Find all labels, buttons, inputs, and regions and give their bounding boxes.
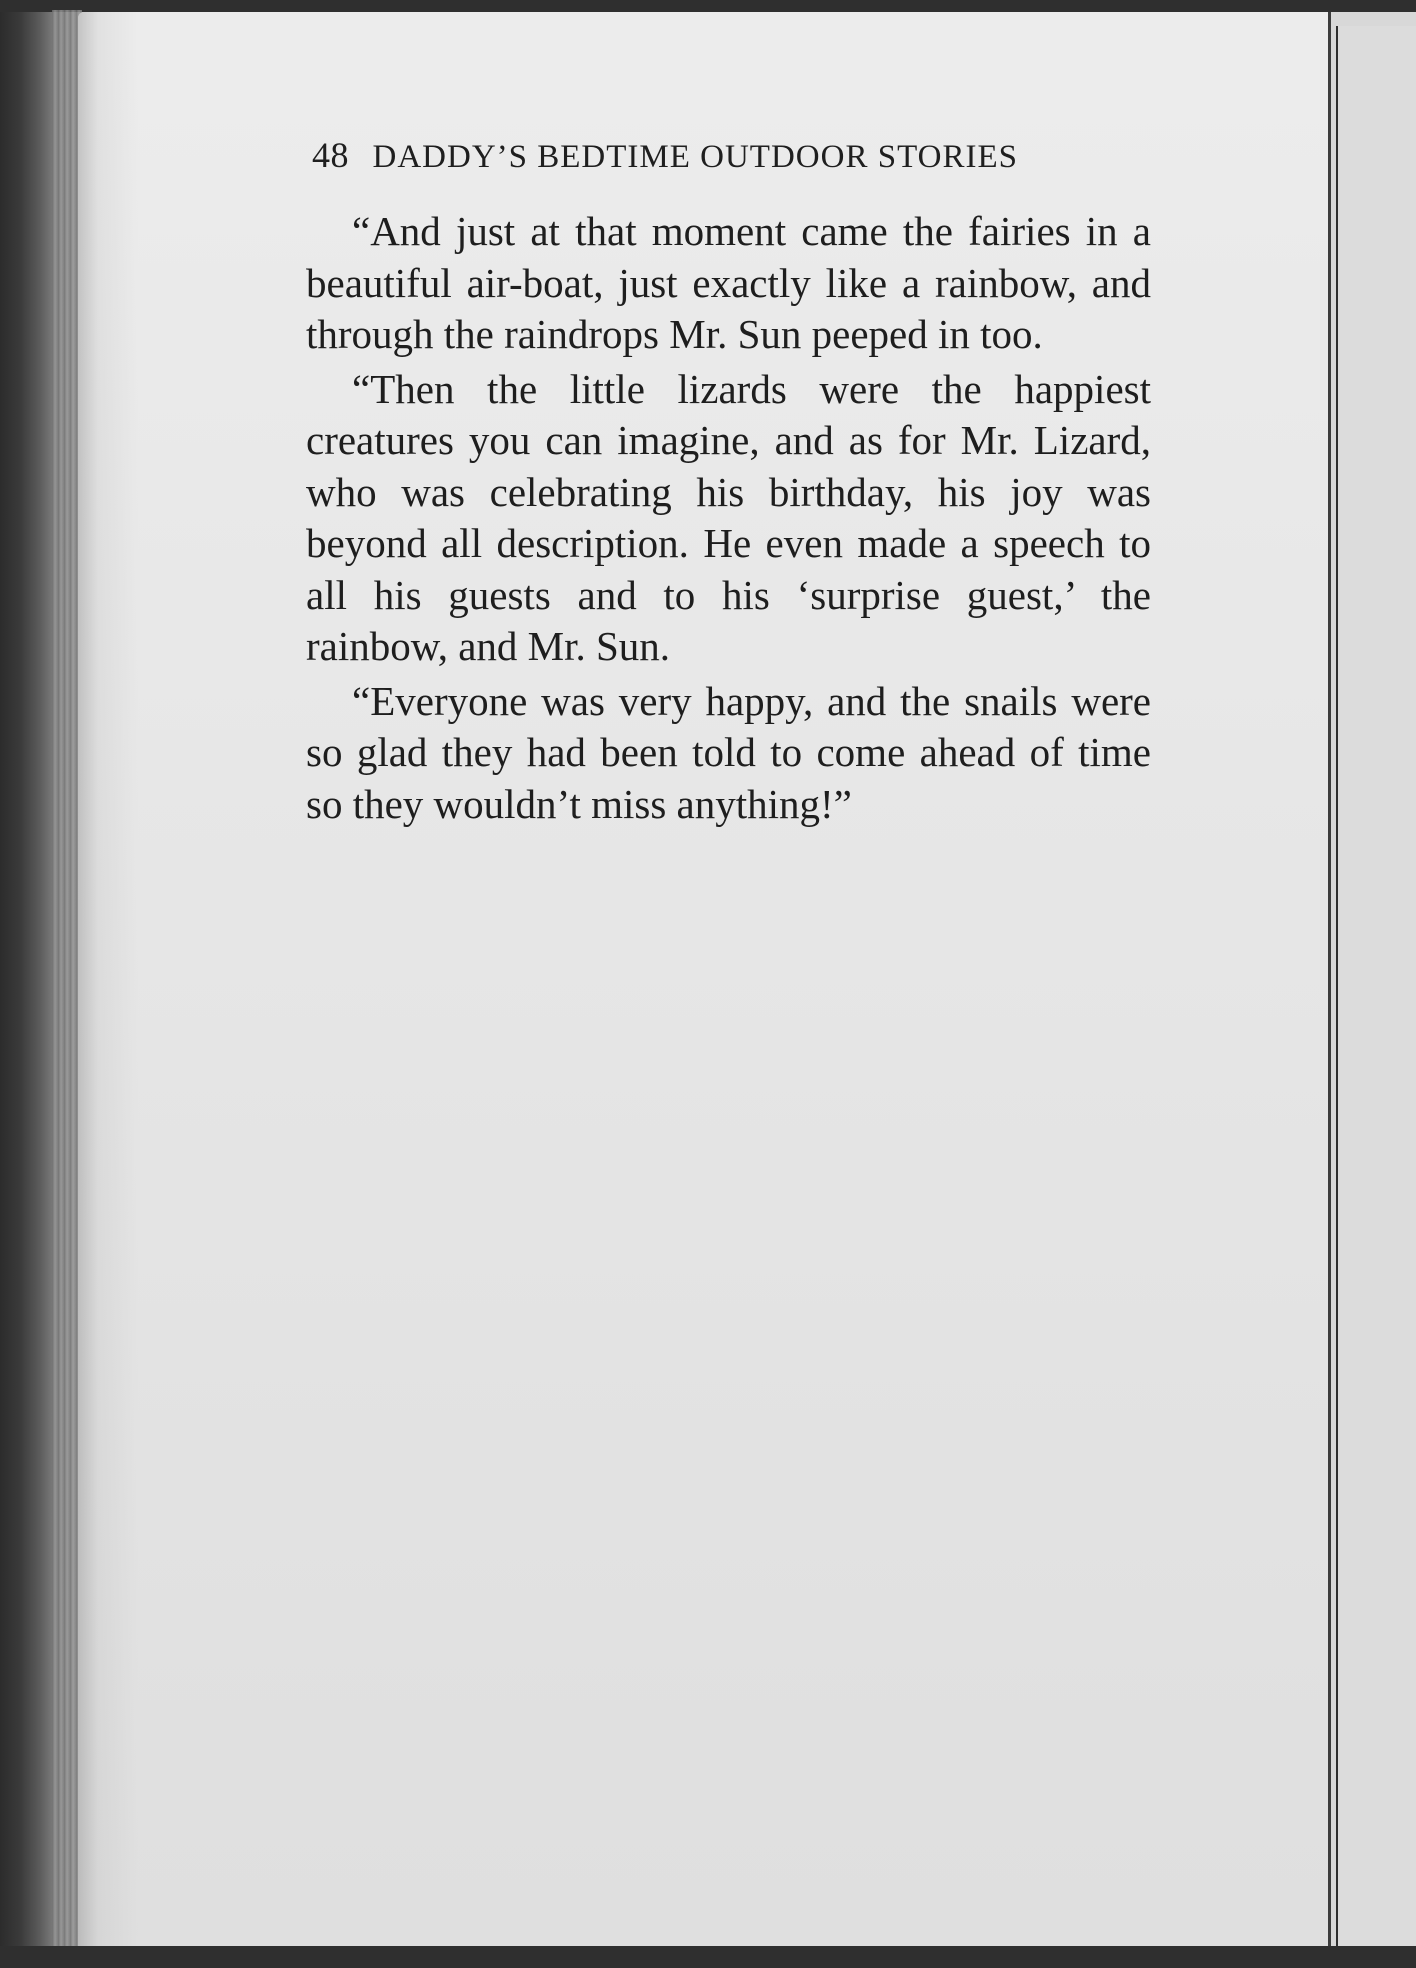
body-text xyxy=(306,206,1151,830)
page-number: 48 xyxy=(312,135,349,175)
paragraph: “Everyone was very happy, and the snails were so glad they had been told to come ahead of time so they wouldn’t miss anything!” xyxy=(306,677,1151,827)
paragraph: “And just at that moment came the fairies in a beautiful air-boat, just exactly like a rainbow, and through the raindrops Mr. Sun peeped in too. xyxy=(306,208,1151,357)
page-header xyxy=(312,134,1122,176)
facing-page-edge xyxy=(1336,26,1416,1956)
scan-bottom-border xyxy=(0,1946,1416,1968)
running-title: DADDY’S BEDTIME OUTDOOR STORIES xyxy=(372,139,1018,175)
paragraph: “Then the little lizards were the happiest creatures you can imagine, and as for Mr. Lizard, who was celebrating his birthday, his joy was beyond all description. He even made a speech to all his guests and to his ‘surprise guest,’ the rainbow, and Mr. Sun. xyxy=(306,365,1151,669)
scan-top-border xyxy=(0,0,1416,12)
